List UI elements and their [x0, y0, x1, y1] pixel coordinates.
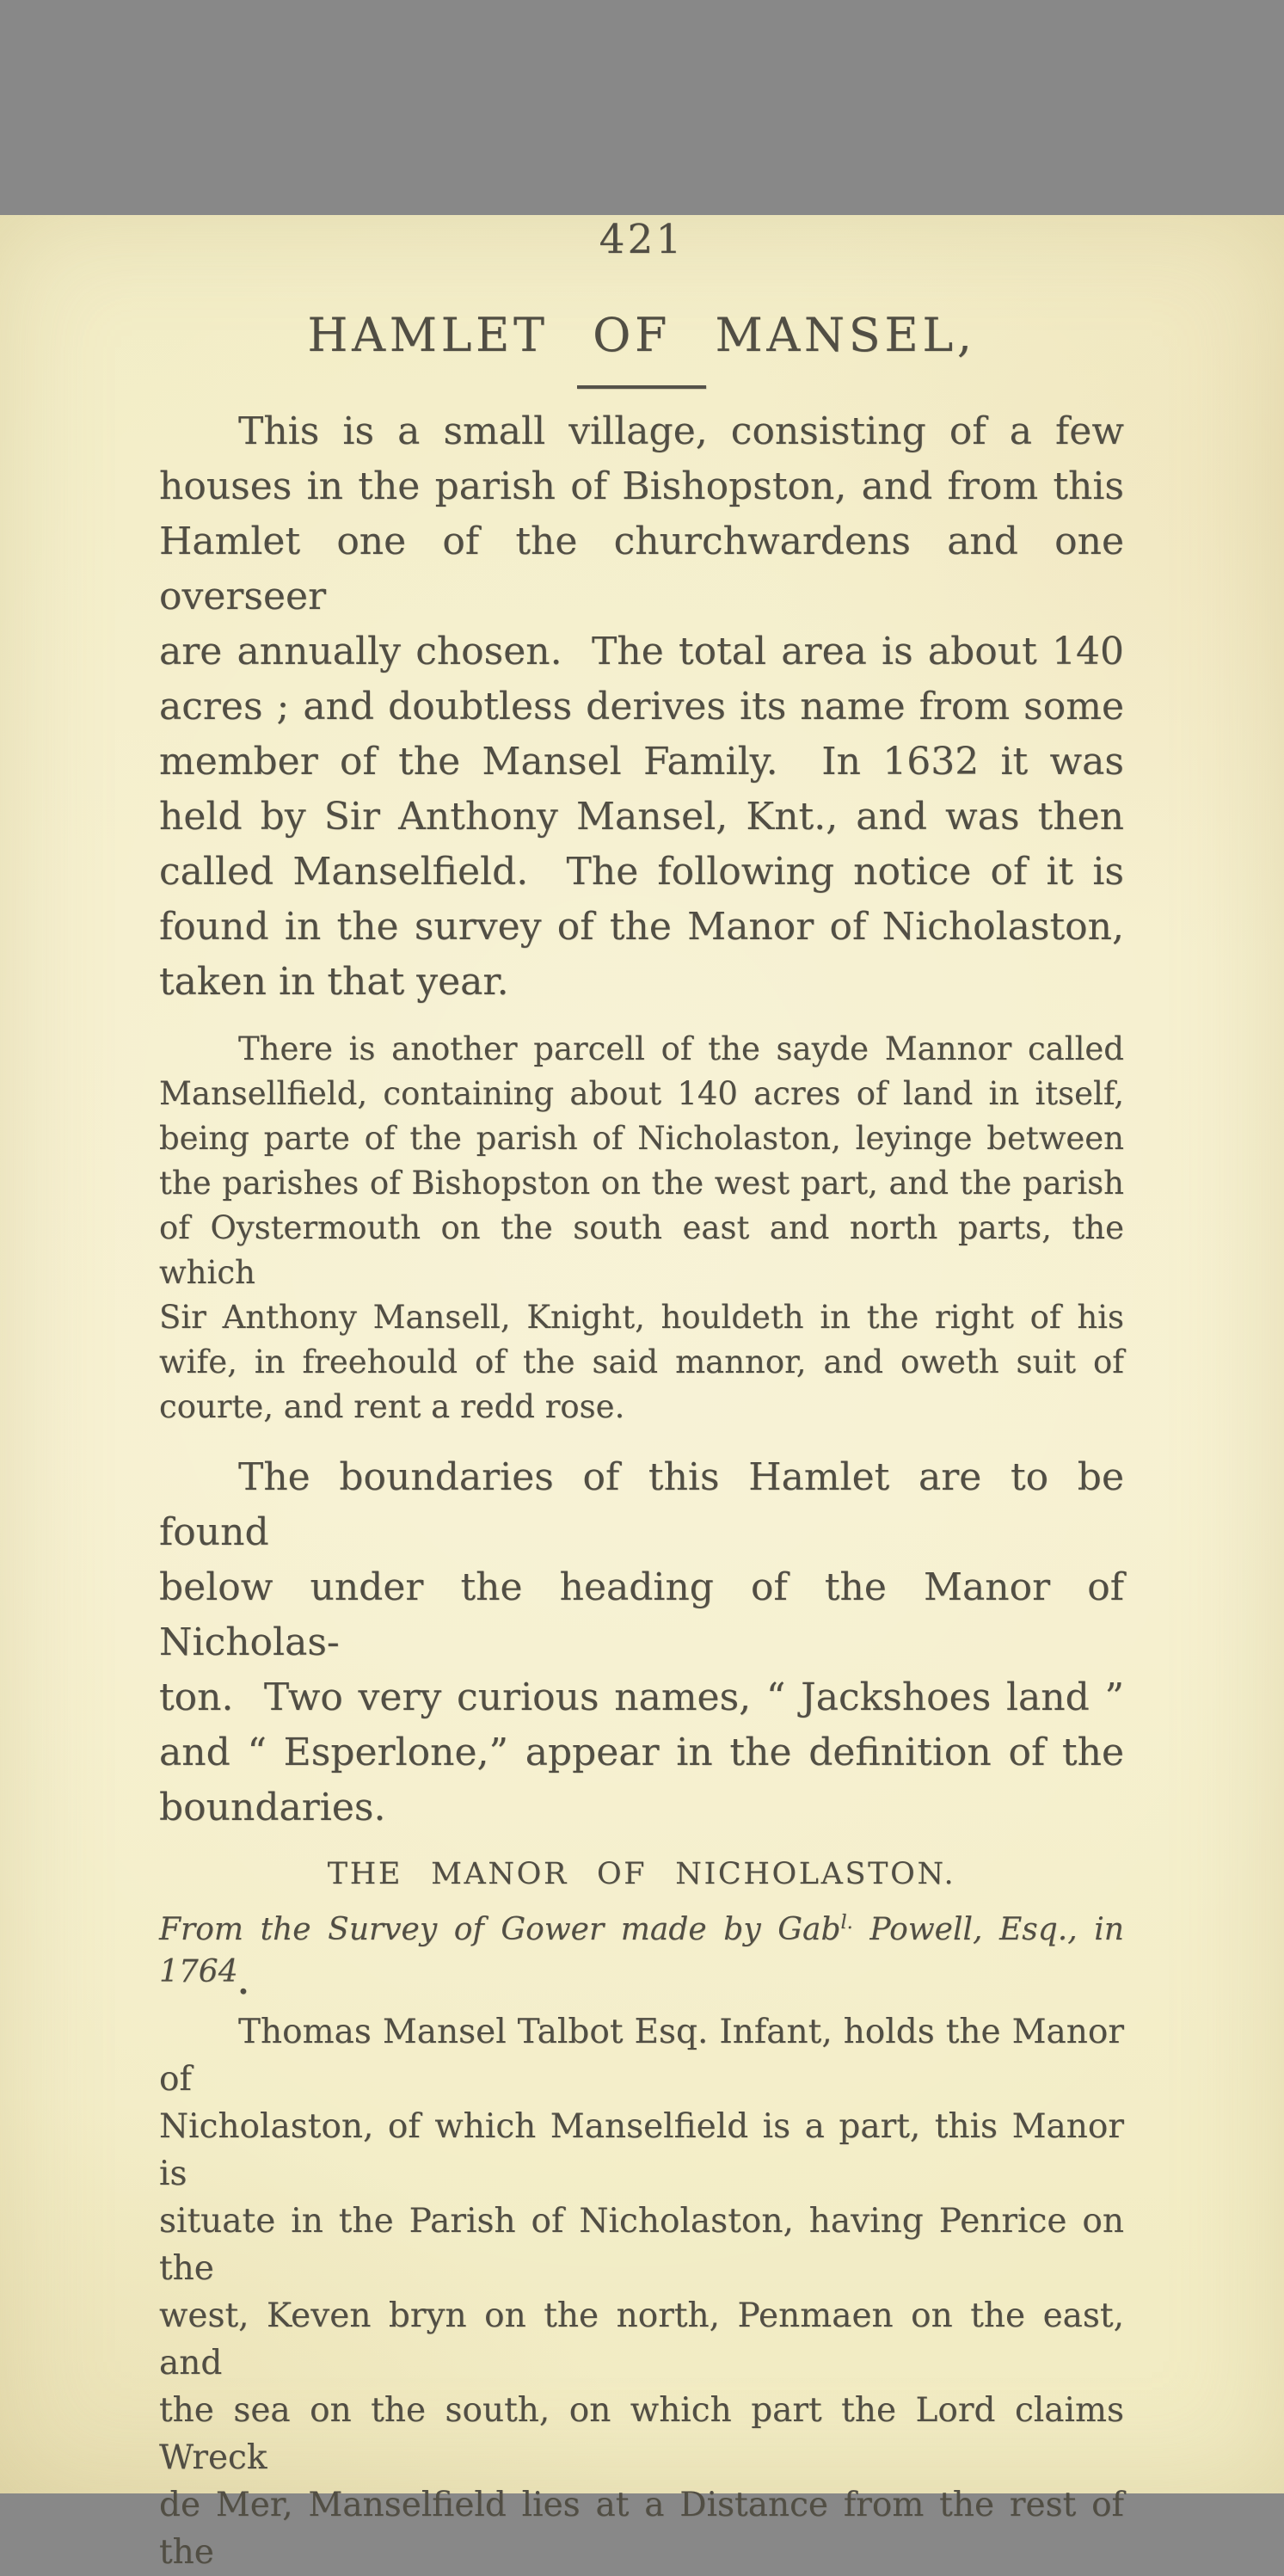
- text-line: There is another parcell of the sayde Mannor called: [238, 1030, 1124, 1067]
- text-line: Mansellfield, containing about 140 acres of land in itself,: [159, 1075, 1124, 1112]
- text-line: being parte of the parish of Nicholaston, leyinge between: [159, 1120, 1124, 1157]
- survey-quote-1632: [159, 1027, 1124, 1429]
- text-line: The boundaries of this Hamlet are to be found: [159, 1455, 1124, 1554]
- caption-text: From the Survey of Gower made by Gab: [159, 1912, 841, 1947]
- text-line: of Oystermouth on the south east and north parts, the which: [159, 1209, 1124, 1291]
- text-line: west, Keven bryn on the north, Penmaen on the east, and: [159, 2296, 1124, 2382]
- section-heading-nicholaston: THE MANOR OF NICHOLASTON.: [327, 1857, 956, 1891]
- text-line: Nicholaston, of which Manselfield is a part, this Manor is: [159, 2107, 1124, 2193]
- text-line: called Manselfield. The following notice of it is: [159, 850, 1124, 894]
- text-line: boundaries.: [159, 1786, 386, 1829]
- text-line: Sir Anthony Mansell, Knight, houldeth in the right of his: [159, 1299, 1124, 1336]
- text-line: found in the survey of the Manor of Nicholaston,: [159, 905, 1124, 949]
- text-line: held by Sir Anthony Mansel, Knt., and was then: [159, 795, 1124, 839]
- text-line: member of the Mansel Family. In 1632 it was: [159, 740, 1124, 784]
- text-line: ton. Two very curious names, “ Jackshoes land ”: [159, 1675, 1124, 1719]
- text-line: Thomas Mansel Talbot Esq. Infant, holds the Manor of: [159, 2013, 1124, 2099]
- page-number: 421: [599, 216, 685, 263]
- caption-superscript: l.: [840, 1911, 853, 1934]
- text-line: below under the heading of the Manor of Nicholas-: [159, 1565, 1124, 1664]
- text-line: taken in that year.: [159, 960, 509, 1004]
- text-line: are annually chosen. The total area is about 140: [159, 630, 1124, 673]
- text-line: the sea on the south, on which part the Lord claims Wreck: [159, 2391, 1124, 2477]
- text-line: the parishes of Bishopston on the west part, and the parish: [159, 1165, 1124, 1202]
- paragraph-talbot: [159, 2008, 1124, 2576]
- text-line: wife, in freehould of the said mannor, and oweth suit of: [159, 1343, 1124, 1380]
- survey-source-caption: [159, 1909, 1124, 2001]
- caption-low-period: .: [237, 1965, 249, 2001]
- paragraph-boundaries: [159, 1450, 1124, 1835]
- title-rule: [577, 385, 706, 389]
- text-line: de Mer, Manselfield lies at a Distance from the rest of the: [159, 2486, 1124, 2572]
- text-line: situate in the Parish of Nicholaston, having Penrice on the: [159, 2202, 1124, 2288]
- text-line: courte, and rent a redd rose.: [159, 1388, 625, 1425]
- text-line: and “ Esperlone,” appear in the definition of the: [159, 1731, 1124, 1774]
- book-page: [0, 215, 1284, 2572]
- caption-text: Powell, Esq., in 1764: [159, 1912, 1124, 1989]
- text-line: acres ; and doubtless derives its name from some: [159, 685, 1124, 729]
- text-line: This is a small village, consisting of a few: [238, 409, 1124, 453]
- page-title: HAMLET OF MANSEL,: [307, 308, 976, 362]
- paragraph-village: [159, 404, 1124, 1010]
- text-line: Hamlet one of the churchwardens and one overseer: [159, 520, 1124, 618]
- text-line: houses in the parish of Bishopston, and from this: [159, 464, 1124, 508]
